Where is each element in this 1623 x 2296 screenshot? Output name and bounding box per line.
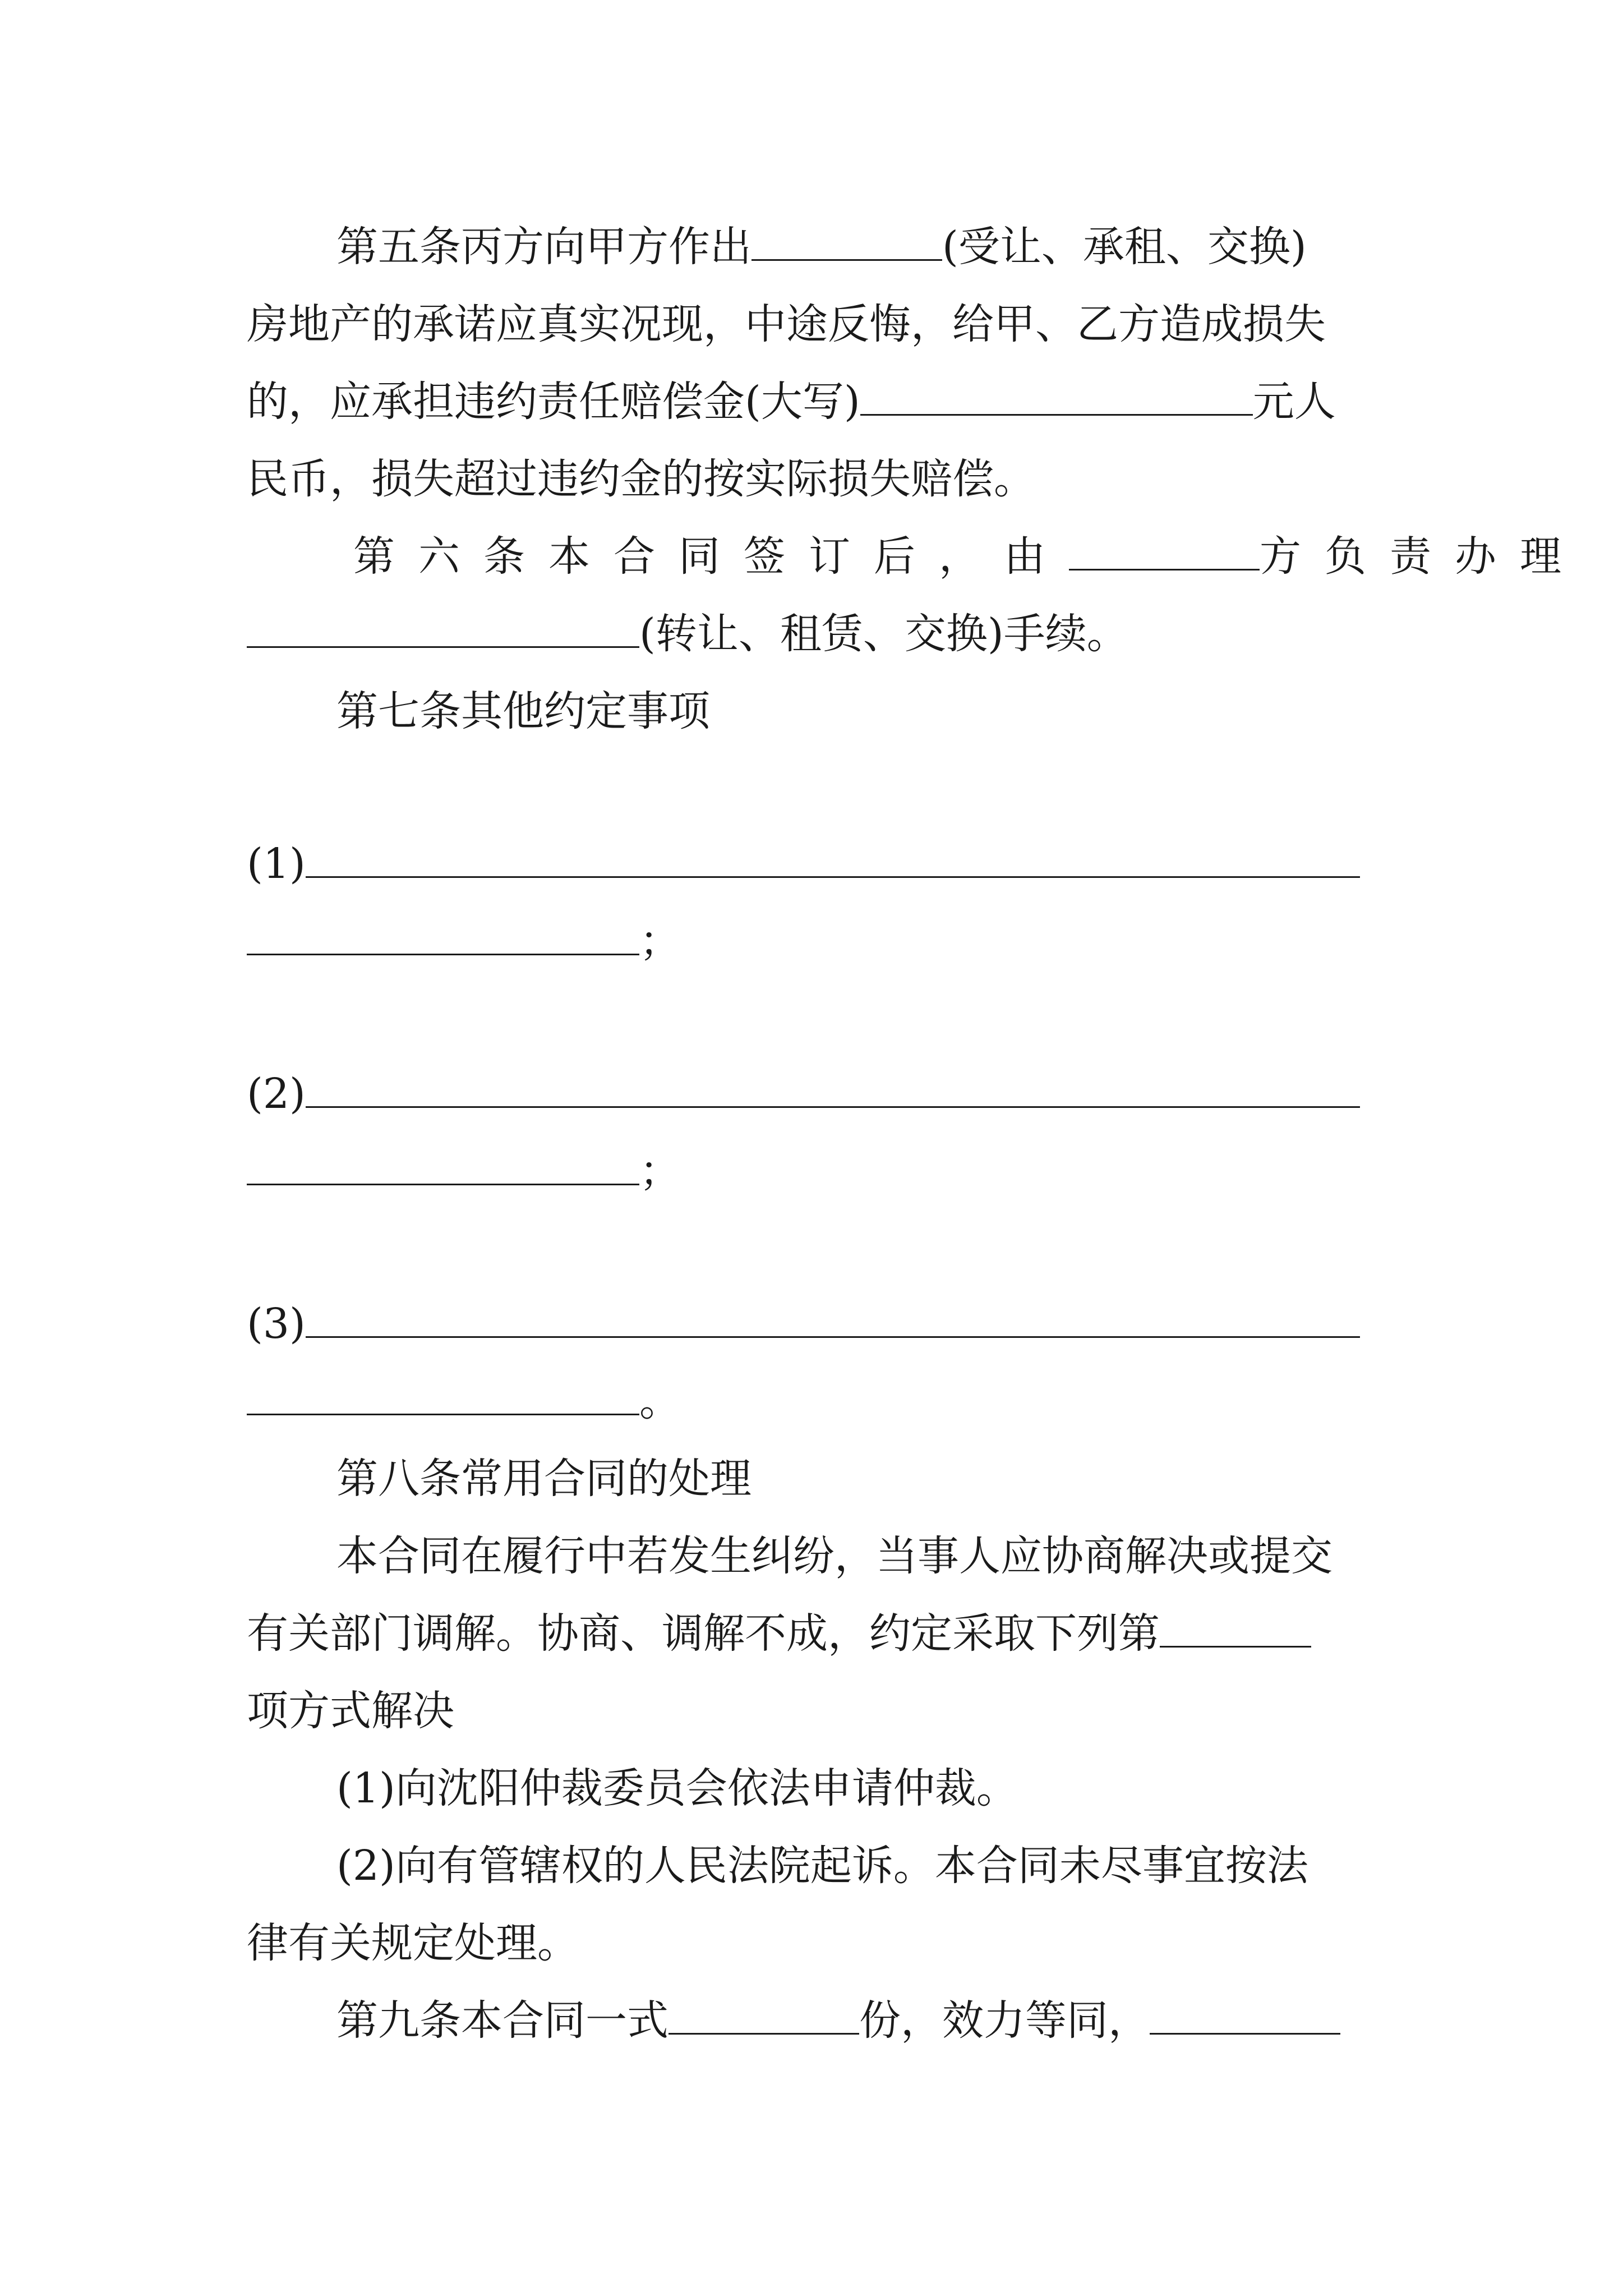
fill-blank[interactable] [247,1376,639,1415]
fill-blank[interactable] [306,839,1360,878]
article5-text: 第五条丙方向甲方作出 [336,223,751,271]
fill-blank[interactable] [860,376,1253,416]
article5-line3 [247,362,1336,441]
fill-blank[interactable] [247,609,639,648]
article8-text: 有关部门调解。协商、调解不成，约定采取下列第 [247,1609,1160,1658]
article6-line1 [353,517,1585,596]
article5-line4: 民币，损失超过违约金的按实际损失赔偿。 [247,455,1035,503]
article8-option1: (1)向沈阳仲裁委员会依法申请仲裁。 [336,1764,1018,1812]
article6-line2 [247,595,1128,673]
article7-item1-line1 [247,825,1360,903]
article9-text-b: 份，效力等同， [859,1996,1150,2045]
article8-line3: 项方式解决 [247,1687,454,1735]
fill-blank[interactable] [751,222,942,261]
article6-text-b: 方负责办理 [1260,532,1585,581]
article7-item2-line2 [247,1132,681,1211]
article6-text: 第六条本合同签订后，由 [353,532,1069,581]
article6-text: (转让、租赁、交换)手续。 [639,610,1128,658]
article9-text: 第九条本合同一式 [336,1996,668,2045]
article9-line1 [336,1981,1340,2060]
fill-blank[interactable] [1160,1608,1311,1648]
item-end: ； [639,917,681,965]
article8-line1: 本合同在履行中若发生纠纷，当事人应协商解决或提交 [336,1532,1332,1580]
fill-blank[interactable] [306,1299,1360,1338]
fill-blank[interactable] [247,916,639,955]
article7-item2-line1 [247,1055,1360,1133]
article8-option2: (2)向有管辖权的人民法院起诉。本合同未尽事宜按法 [336,1842,1308,1890]
fill-blank[interactable] [1150,1995,1340,2035]
article7-item3-line1 [247,1285,1360,1363]
item-end: 。 [639,1377,681,1425]
article7-title: 第七条其他约定事项 [336,687,710,735]
article5-text: 的，应承担违约责任赔偿金(大写) [247,378,860,426]
fill-blank[interactable] [247,1146,639,1185]
article7-item1-line2 [247,902,681,981]
article8-option2-cont: 律有关规定处理。 [247,1919,579,1967]
article5-line2: 房地产的承诺应真实况现，中途反悔，给甲、乙方造成损失 [247,300,1326,348]
article5-options: (受让、承租、交换) [942,223,1307,271]
article7-item3-line2 [247,1362,681,1441]
item-label: (2) [247,1070,306,1118]
article8-line2 [247,1594,1311,1673]
item-end: ； [639,1147,681,1195]
article5-line1 [336,208,1307,286]
item-label: (3) [247,1300,306,1348]
fill-blank[interactable] [668,1995,859,2035]
article8-title: 第八条常用合同的处理 [336,1455,751,1503]
item-label: (1) [247,840,306,888]
fill-blank[interactable] [306,1069,1360,1108]
article5-unit: 元人 [1252,378,1336,426]
fill-blank[interactable] [1069,531,1260,570]
